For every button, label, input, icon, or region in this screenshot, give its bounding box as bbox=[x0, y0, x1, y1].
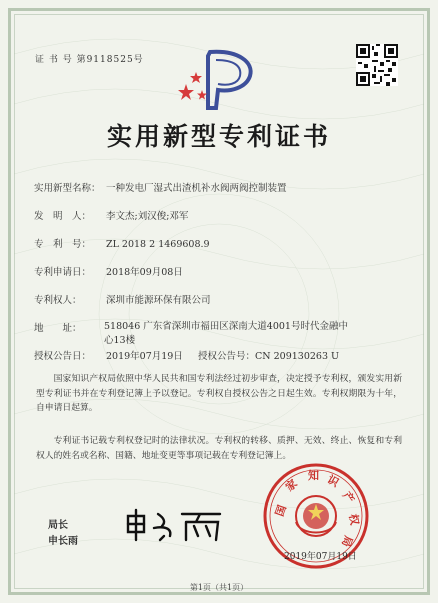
signature-icon bbox=[120, 506, 230, 544]
field-patent-number: 专 利 号： ZL 2018 2 1469608.9 bbox=[34, 239, 210, 250]
svg-text:国: 国 bbox=[272, 503, 289, 519]
svg-text:识: 识 bbox=[325, 472, 342, 490]
cnipa-logo-icon bbox=[176, 46, 262, 114]
qr-code-icon bbox=[356, 44, 398, 86]
svg-text:权: 权 bbox=[346, 513, 362, 527]
field-application-date: 专利申请日： 2018年09月08日 bbox=[34, 267, 183, 278]
certificate-number: 证 书 号 第9118525号 bbox=[35, 55, 144, 65]
field-inventors: 发 明 人： 李文杰;刘汉俊;邓军 bbox=[34, 211, 189, 222]
field-grant-date: 授权公告日： 2019年07月19日 授权公告号：CN 209130263 U bbox=[34, 351, 340, 362]
field-utility-model-name: 实用新型名称： 一种发电厂湿式出渣机补水阀两阀控制装置 bbox=[34, 183, 287, 194]
svg-text:家: 家 bbox=[283, 476, 300, 494]
seal-date: 2019年07月19日 bbox=[284, 552, 357, 562]
paragraph-grant-statement: 国家知识产权局依照中华人民共和国专利法经过初步审查，决定授予专利权，颁发实用新型专利证书并在专利登记簿上予以登记。专利权自授权公告之日起生效。专利权期限为十年，自申请日起算。 bbox=[36, 374, 402, 413]
chief-title: 局长 bbox=[48, 520, 68, 531]
field-patentee: 专利权人： 深圳市能源环保有限公司 bbox=[34, 295, 211, 306]
field-address-value: 518046 广东省深圳市福田区深南大道4001号时代金融中 心13楼 bbox=[104, 321, 348, 346]
page-title: 实用新型专利证书 bbox=[106, 122, 331, 151]
svg-text:局: 局 bbox=[339, 533, 356, 549]
svg-text:产: 产 bbox=[339, 489, 357, 506]
paragraph-legal-status: 专利证书记载专利权登记时的法律状况。专利权的转移、质押、无效、终止、恢复和专利权人的姓名或名称、国籍、地址变更等事项记载在专利登记簿上。 bbox=[36, 436, 402, 461]
svg-text:知: 知 bbox=[308, 469, 319, 482]
page-footer: 第1页（共1页） bbox=[189, 583, 249, 592]
field-address-label: 地 址： bbox=[34, 323, 82, 334]
chief-name: 申长雨 bbox=[48, 536, 78, 547]
